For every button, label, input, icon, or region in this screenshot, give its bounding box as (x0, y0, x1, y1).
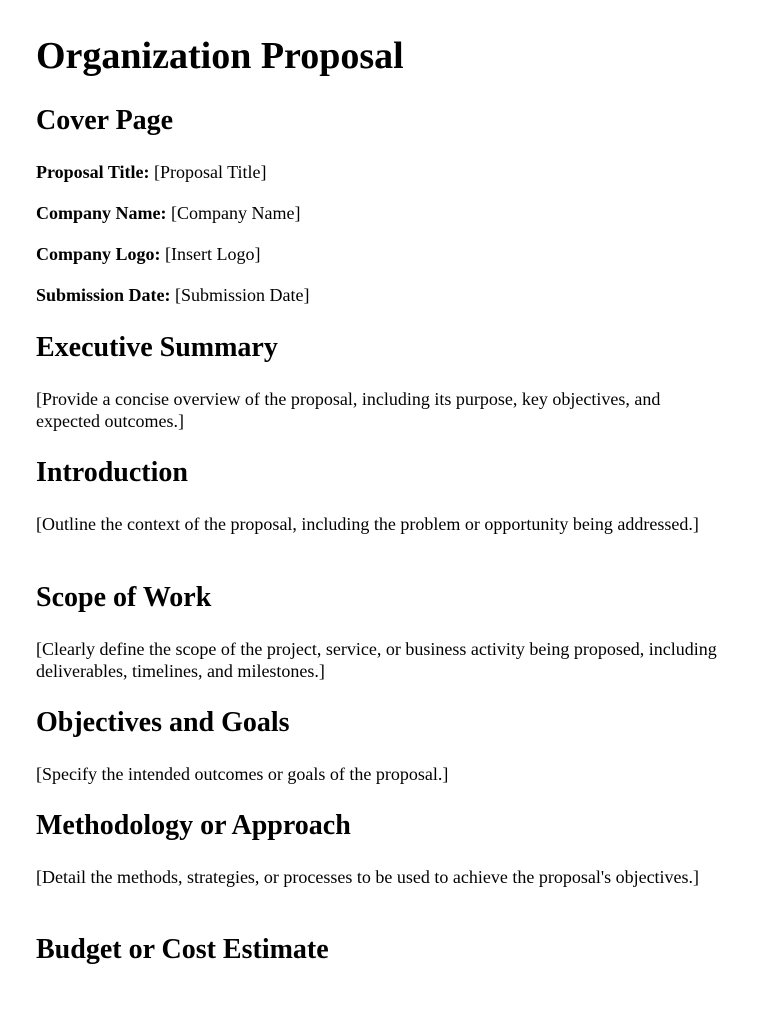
objectives-and-goals-heading: Objectives and Goals (36, 707, 290, 738)
field-value: [Insert Logo] (165, 244, 261, 264)
field-label: Submission Date: (36, 285, 171, 305)
introduction-text: [Outline the context of the proposal, including the problem or opportunity being addressed.] (36, 514, 699, 534)
introduction-heading: Introduction (36, 457, 188, 488)
field-label: Proposal Title: (36, 162, 150, 182)
field-label: Company Name: (36, 203, 167, 223)
document-title: Organization Proposal (36, 35, 404, 77)
field-value: [Submission Date] (175, 285, 310, 305)
executive-summary-text: [Provide a concise overview of the proposal, including its purpose, key objectives, and expected outcomes.] (36, 389, 661, 431)
field-value: [Company Name] (171, 203, 301, 223)
proposal-title-field (36, 161, 267, 183)
cover-page-heading: Cover Page (36, 105, 174, 136)
company-logo-field (36, 243, 260, 265)
methodology-text: [Detail the methods, strategies, or processes to be used to achieve the proposal's objectives.] (36, 867, 700, 887)
executive-summary-heading: Executive Summary (36, 332, 278, 363)
company-name-field (36, 202, 300, 224)
methodology-heading: Methodology or Approach (36, 810, 351, 841)
field-label: Company Logo: (36, 244, 161, 264)
submission-date-field (36, 284, 310, 306)
scope-of-work-text: [Clearly define the scope of the project, service, or business activity being proposed, including deliverables, timelines, and milestones.] (36, 639, 717, 681)
objectives-and-goals-text: [Specify the intended outcomes or goals of the proposal.] (36, 764, 449, 784)
field-value: [Proposal Title] (154, 162, 267, 182)
budget-heading: Budget or Cost Estimate (36, 934, 329, 965)
scope-of-work-heading: Scope of Work (36, 582, 212, 613)
